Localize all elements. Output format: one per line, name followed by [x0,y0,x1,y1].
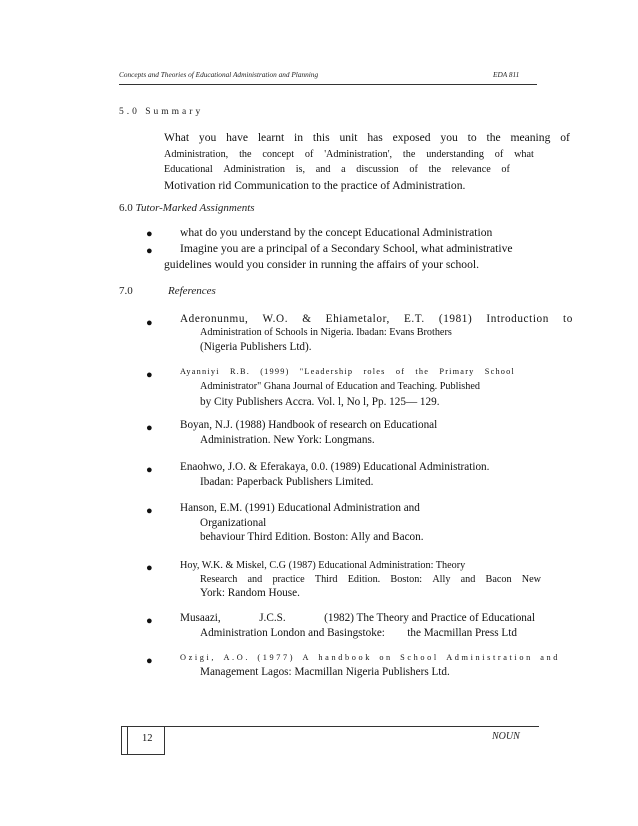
reference-2-line-2: Administrator" Ghana Journal of Education and Teaching. Published [200,381,480,392]
bullet-icon: ● [146,464,153,476]
reference-word: of [395,367,406,376]
summary-word: the [486,131,501,144]
summary-word: relevance [451,164,491,175]
running-header-title: Concepts and Theories of Educational Administration and Planning [119,70,319,79]
summary-word: Administration, [164,149,229,160]
reference-word: practice [272,574,305,585]
summary-word: the [239,149,252,160]
reference-3-first-line: Boyan, N.J. (1988) Handbook of research on Educational [180,419,438,431]
summary-word: of [409,164,418,175]
summary-word: of [304,149,314,160]
summary-word: has [367,131,383,144]
reference-word: "Leadership [299,367,354,376]
reference-word: School [400,653,439,662]
reference-6-first-line: Hoy, W.K. & Miskel, C.G (1987) Educational Administration: Theory [180,560,466,571]
reference-word: Boston: [390,574,423,585]
bullet-icon: ● [146,228,153,240]
reference-word: Bacon [485,574,512,585]
reference-word: and [540,653,560,662]
bullet-icon: ● [146,317,153,329]
reference-4-line-2: Ibadan: Paperback Publishers Limited. [200,476,374,488]
summary-word: Administration [223,164,286,175]
reference-word: (1982) The Theory and Practice of Educational [324,612,535,624]
reference-8-first-line [180,653,560,662]
bullet-icon: ● [146,422,153,434]
reference-word: Ayanniyi [180,367,220,376]
publisher-mark: NOUN [492,731,520,742]
reference-1-first-line [180,313,573,325]
reference-2-first-line [180,367,515,376]
reference-word: on [379,653,393,662]
summary-word: and [315,164,331,175]
summary-word: a [341,164,346,175]
tma-item-1: what do you understand by the concept Educational Administration [180,226,493,239]
summary-line-2 [164,149,534,160]
reference-1-line-2: Administration of Schools in Nigeria. Ibadan: Evans Brothers [200,327,452,338]
summary-word: the [428,164,442,175]
reference-2-line-3: by City Publishers Accra. Vol. l, No l, Pp. 125— 129. [200,396,440,408]
bullet-icon: ● [146,655,153,667]
references-heading-number: 7.0 [119,285,133,297]
reference-word: (1977) [257,653,296,662]
reference-5-line-3: behaviour Third Edition. Boston: Ally and Bacon. [200,531,424,543]
reference-word: handbook [318,653,372,662]
summary-word: concept [262,149,295,160]
reference-word: Administration [446,653,533,662]
tma-heading [119,202,255,214]
reference-word: and [247,574,263,585]
reference-word: Ozigi, [180,653,217,662]
summary-word: you [440,131,458,144]
reference-word: E.T. [403,313,425,325]
summary-word: is, [295,164,306,175]
reference-5-line-2: Organizational [200,517,267,529]
summary-word: unit [339,131,358,144]
page-number: 12 [142,733,153,744]
reference-word: Introduction [486,313,549,325]
reference-word: Aderonunmu, [180,313,249,325]
summary-line-4: Motivation rid Communication to the practice of Administration. [164,179,466,192]
summary-word: understanding [426,149,484,160]
references-heading-text: References [168,285,216,297]
tma-heading-number: 6.0 [119,202,133,214]
reference-6-line-3: York: Random House. [200,587,300,599]
reference-word: to [563,313,573,325]
footer-rule [163,726,539,727]
reference-word: W.O. [262,313,289,325]
reference-word: Musaazi, [180,612,221,624]
header-rule [119,84,537,85]
reference-word: Research [200,574,238,585]
running-header-code: EDA 811 [493,70,520,79]
summary-word: learnt [257,131,285,144]
reference-word: roles [363,367,386,376]
reference-word: and [460,574,476,585]
reference-7-first-line [180,612,535,624]
reference-5-first-line: Hanson, E.M. (1991) Educational Administration and [180,502,420,514]
bullet-icon: ● [146,369,153,381]
summary-word: meaning [510,131,551,144]
reference-8-line-2: Management Lagos: Macmillan Nigeria Publishers Ltd. [200,666,450,678]
reference-word: A [302,653,312,662]
reference-word: New [521,574,541,585]
summary-word: in [294,131,304,144]
bullet-icon: ● [146,505,153,517]
summary-word: discussion [356,164,399,175]
reference-word: & [302,313,312,325]
summary-word: to [467,131,477,144]
reference-word: Ally [432,574,451,585]
summary-word: 'Administration', [324,149,393,160]
reference-4-first-line: Enaohwo, J.O. & Eferakaya, 0.0. (1989) Educational Administration. [180,461,490,473]
reference-word: Third [314,574,338,585]
bullet-icon: ● [146,615,153,627]
summary-word: this [312,131,330,144]
summary-line-3 [164,164,510,175]
summary-word: Educational [164,164,213,175]
tma-heading-text: Tutor-Marked Assignments [135,202,255,214]
summary-heading: 5.0 Summary [119,107,204,117]
summary-word: What [164,131,190,144]
summary-line-1 [164,131,570,144]
summary-word: the [402,149,416,160]
reference-7-line-2: Administration London and Basingstoke: the Macmillan Press Ltd [200,627,517,639]
reference-6-line-2 [200,574,541,585]
reference-word: Edition. [347,574,381,585]
reference-3-line-2: Administration. New York: Longmans. [200,434,375,446]
page-number-box [121,726,165,755]
reference-word: Ehiametalor, [325,313,390,325]
reference-word: (1981) [438,313,473,325]
bullet-icon: ● [146,245,153,257]
summary-word: exposed [392,131,431,144]
reference-word: School [484,367,515,376]
reference-word: the [415,367,430,376]
summary-word: have [226,131,249,144]
reference-word: A.O. [223,653,251,662]
summary-word: of [560,131,570,144]
summary-word: what [514,149,534,160]
reference-word: Primary [439,367,475,376]
summary-word: you [198,131,217,144]
summary-word: of [501,164,510,175]
reference-word: (1999) [260,367,290,376]
tma-item-2: Imagine you are a principal of a Secondary School, what administrative [180,242,513,255]
reference-word: R.B. [229,367,250,376]
summary-word: of [494,149,504,160]
reference-word: J.C.S. [259,612,286,624]
reference-1-line-3: (Nigeria Publishers Ltd). [200,341,312,353]
tma-item-2-continuation: guidelines would you consider in running the affairs of your school. [164,258,480,271]
bullet-icon: ● [146,562,153,574]
